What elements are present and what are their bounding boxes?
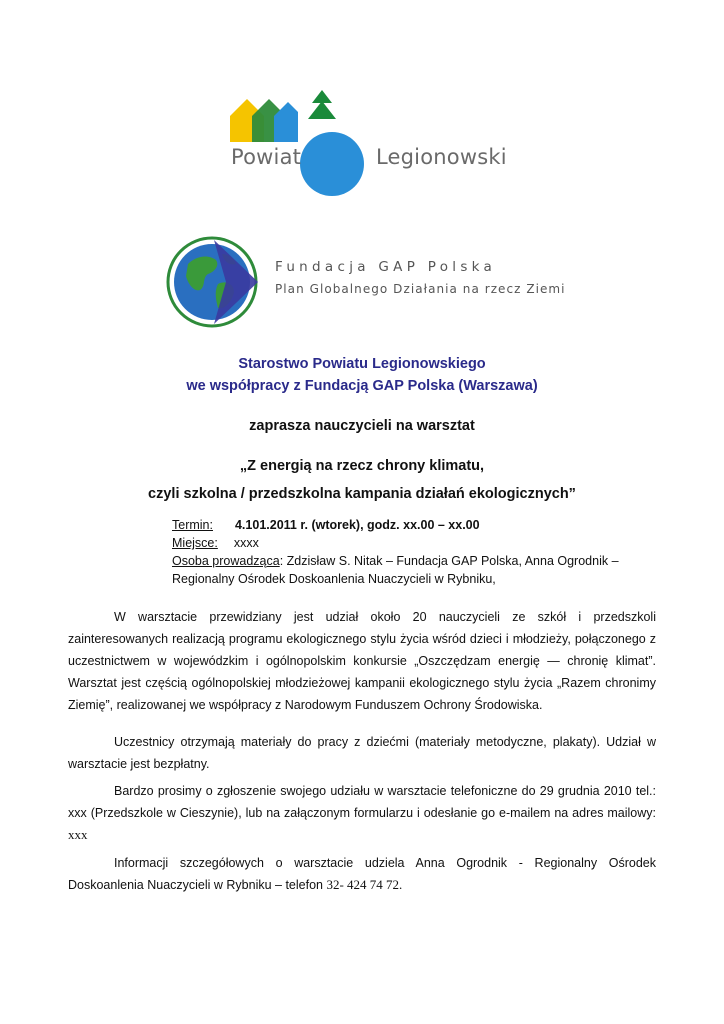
miejsce-label: Miejsce: <box>172 536 218 550</box>
organizer-line-1: Starostwo Powiatu Legionowskiego <box>238 356 486 372</box>
globe-icon <box>166 234 266 330</box>
invite-line: zaprasza nauczycieli na warsztat <box>249 418 475 434</box>
paragraph-2 <box>68 731 656 775</box>
osoba-value-1: : Zdzisław S. Nitak – Fundacja GAP Polska, Anna Ogrodnik – <box>279 554 619 568</box>
tree-bottom-icon <box>308 101 336 119</box>
workshop-title-2: czyli szkolna / przedszkolna kampania działań ekologicznych” <box>148 486 576 502</box>
powiat-legionowski-logo <box>222 86 507 198</box>
paragraph-1-text: W warsztacie przewidziany jest udział około 20 nauczycieli ze szkół i przedszkoli zainteresowanych realizacją programu ekologicznego stylu życia wśród dzieci i młodzieży, połączonego z uczestnictwem w wojewódzkim i ogólnopolskim konkursie „Oszczędzam energię — chronię klimat”. Warsztat jest częścią ogólnopolskiej młodzieżowej kampanii ekologicznego stylu życia „Razem chronimy Ziemię”, realizowanej we współpracy z Narodowym Funduszem Ochrony Środowiska. <box>68 610 656 712</box>
logo-gap-name: Fundacja GAP Polska <box>275 259 497 275</box>
paragraph-3-text: Bardzo prosimy o zgłoszenie swojego udziału w warsztacie telefoniczne do 29 grudnia 2010 tel.: xxx (Przedszkole w Cieszynie), lub na załączonym formularzu i odesłanie go e-mailem na adres mailowy: <box>68 784 656 820</box>
logo-word-legionowski: Legionowski <box>376 145 507 169</box>
fundacja-gap-logo <box>166 234 566 330</box>
contact-email: xxx <box>68 827 88 842</box>
organizer-line-2: we współpracy z Fundacją GAP Polska (Warszawa) <box>186 378 538 394</box>
paragraph-4 <box>68 852 656 896</box>
workshop-title-1: „Z energią na rzecz chrony klimatu, <box>239 458 485 474</box>
termin-value: 4.101.2011 r. (wtorek), godz. xx.00 – xx.00 <box>234 518 480 532</box>
termin-label: Termin: <box>172 518 213 532</box>
paragraph-4-text: Informacji szczegółowych o warsztacie udziela Anna Ogrodnik - Regionalny Ośrodek Doskoanlenia Nuaczycieli w Rybniku – telefon <box>68 856 656 892</box>
osoba-row-2 <box>172 572 496 586</box>
logo-word-powiat: Powiat <box>231 145 302 169</box>
osoba-row <box>172 554 619 568</box>
paragraph-1 <box>68 606 656 716</box>
contact-phone: 32- 424 74 72. <box>326 877 403 892</box>
powiat-logo-graphic <box>222 86 502 198</box>
blue-circle-icon <box>300 132 364 196</box>
miejsce-row <box>172 536 259 550</box>
termin-row <box>172 518 480 532</box>
osoba-label: Osoba prowadząca <box>172 554 280 568</box>
paragraph-3 <box>68 780 656 846</box>
miejsce-value: xxxx <box>233 536 259 550</box>
paragraph-2-text: Uczestnicy otrzymają materiały do pracy z dziećmi (materiały metodyczne, plakaty). Udział w warsztacie jest bezpłatny. <box>68 735 656 771</box>
osoba-value-2: Regionalny Ośrodek Doskoanlenia Nuaczycieli w Rybniku, <box>172 572 496 586</box>
logo-gap-tagline: Plan Globalnego Działania na rzecz Ziemi <box>275 282 566 296</box>
